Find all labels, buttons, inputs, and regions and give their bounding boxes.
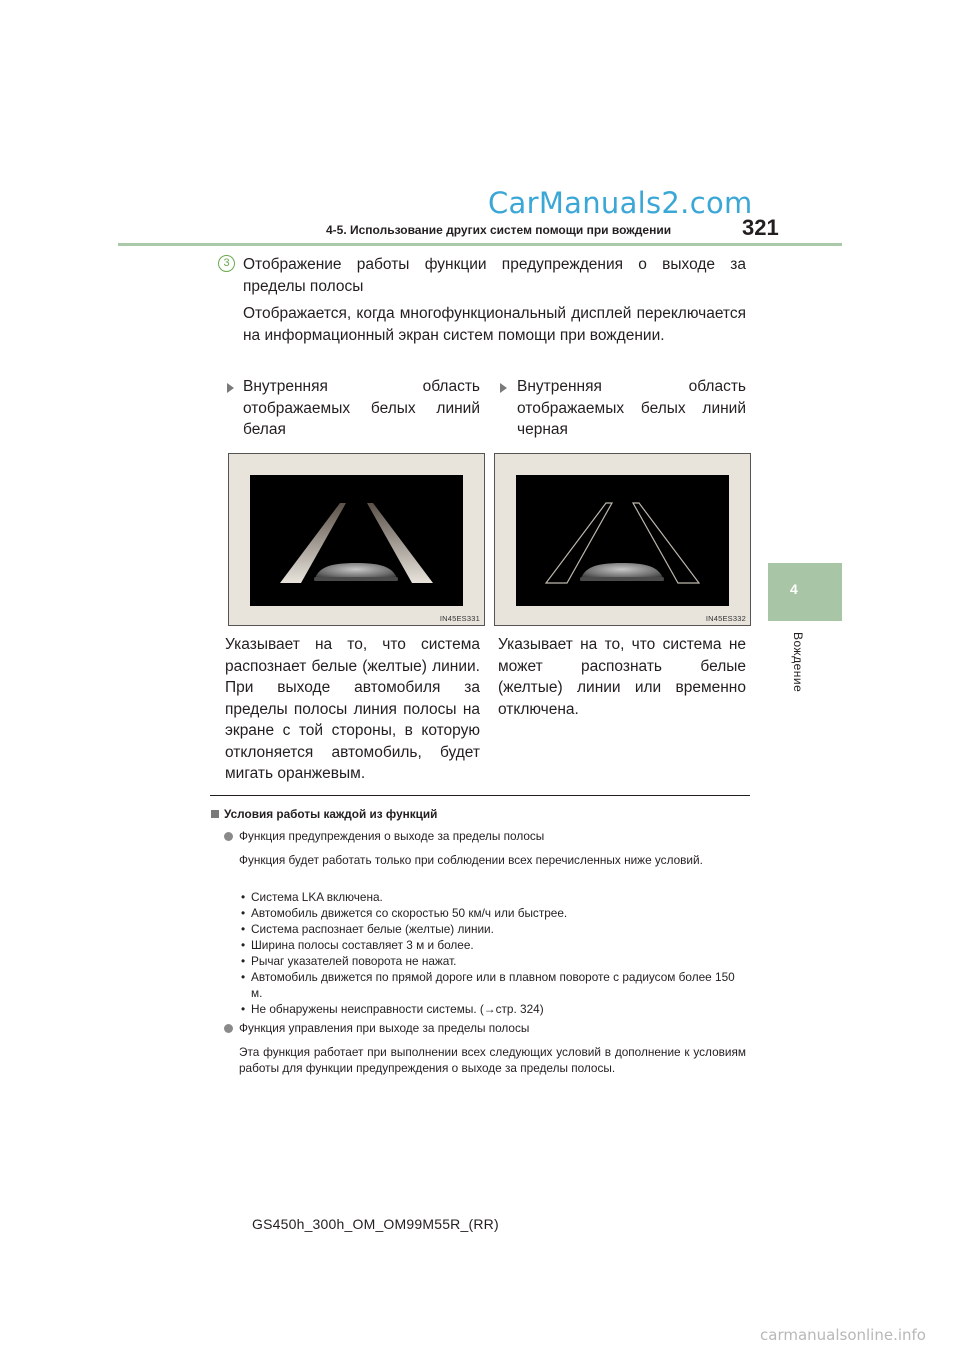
chapter-tab-number: 4 [790, 581, 798, 597]
figure-code: IN45ES332 [705, 614, 746, 623]
warning-function-intro: Функция будет работать только при соблюдении всех перечисленных ниже условий. [239, 853, 703, 867]
watermark-footer: carmanualsonline.info [760, 1326, 926, 1344]
lane-display-illustration [516, 475, 729, 606]
list-item: • Не обнаружены неисправности системы. (→стр. 324) [241, 1002, 544, 1016]
document-code: GS450h_300h_OM_OM99M55R_(RR) [252, 1216, 499, 1232]
figure-white-lines [228, 453, 485, 626]
header-rule [118, 243, 842, 246]
item-title: Отображение работы функции предупреждения о выходе за пределы полосы [243, 256, 746, 295]
control-function-title: Функция управления при выходе за пределы полосы [239, 1021, 530, 1035]
control-function-intro: Эта функция работает при выполнении всех следующих условий в дополнение к условиям работы для функции предупреждения о выходе за пределы полосы. [239, 1045, 746, 1075]
circle-bullet-icon [224, 1024, 233, 1033]
watermark-logo: CarManuals2.com [488, 186, 753, 220]
triangle-bullet-icon [227, 383, 234, 393]
warning-function-title: Функция предупреждения о выходе за пределы полосы [239, 829, 545, 843]
chapter-tab-label: Вождение [791, 632, 805, 693]
column-heading-left: Внутренняя область отображаемых белых линий белая [243, 378, 480, 438]
conditions-heading: Условия работы каждой из функций [224, 807, 438, 821]
circle-bullet-icon [224, 832, 233, 841]
list-item: • Ширина полосы составляет 3 м и более. [241, 938, 474, 952]
column-heading-right: Внутренняя область отображаемых белых линий черная [517, 378, 746, 438]
section-divider [210, 795, 750, 796]
list-item: • Рычаг указателей поворота не нажат. [241, 954, 457, 968]
figure-code: IN45ES331 [439, 614, 480, 623]
list-item: • Автомобиль движется по прямой дороге или в плавном повороте с радиусом более 150 м. [241, 970, 735, 1000]
display-screen [250, 475, 463, 606]
list-item: • Система распознает белые (желтые) линии. [241, 922, 494, 936]
lane-display-illustration [250, 475, 463, 606]
list-item: • Автомобиль движется со скоростью 50 км/ч или быстрее. [241, 906, 568, 920]
list-item: • Система LKA включена. [241, 890, 383, 904]
page-number: 321 [742, 215, 779, 240]
chapter-tab [768, 563, 842, 621]
caption-right: Указывает на то, что система не может распознать белые (желтые) линии или временно отключена. [498, 636, 746, 718]
triangle-bullet-icon [500, 383, 507, 393]
caption-left: Указывает на то, что система распознает белые (желтые) линии. При выходе автомобиля за пределы полосы линия полосы на экране с той стороны, в которую отклоняется автомобиль, будет мигать оранжевым. [225, 636, 480, 782]
square-bullet-icon [211, 810, 219, 818]
section-title: 4-5. Использование других систем помощи при вождении [326, 223, 672, 237]
item-number-badge: 3 [218, 255, 235, 272]
display-screen [516, 475, 729, 606]
figure-black-lines [494, 453, 751, 626]
item-description: Отображается, когда многофункциональный дисплей переключается на информационный экран систем помощи при вождении. [243, 305, 746, 344]
